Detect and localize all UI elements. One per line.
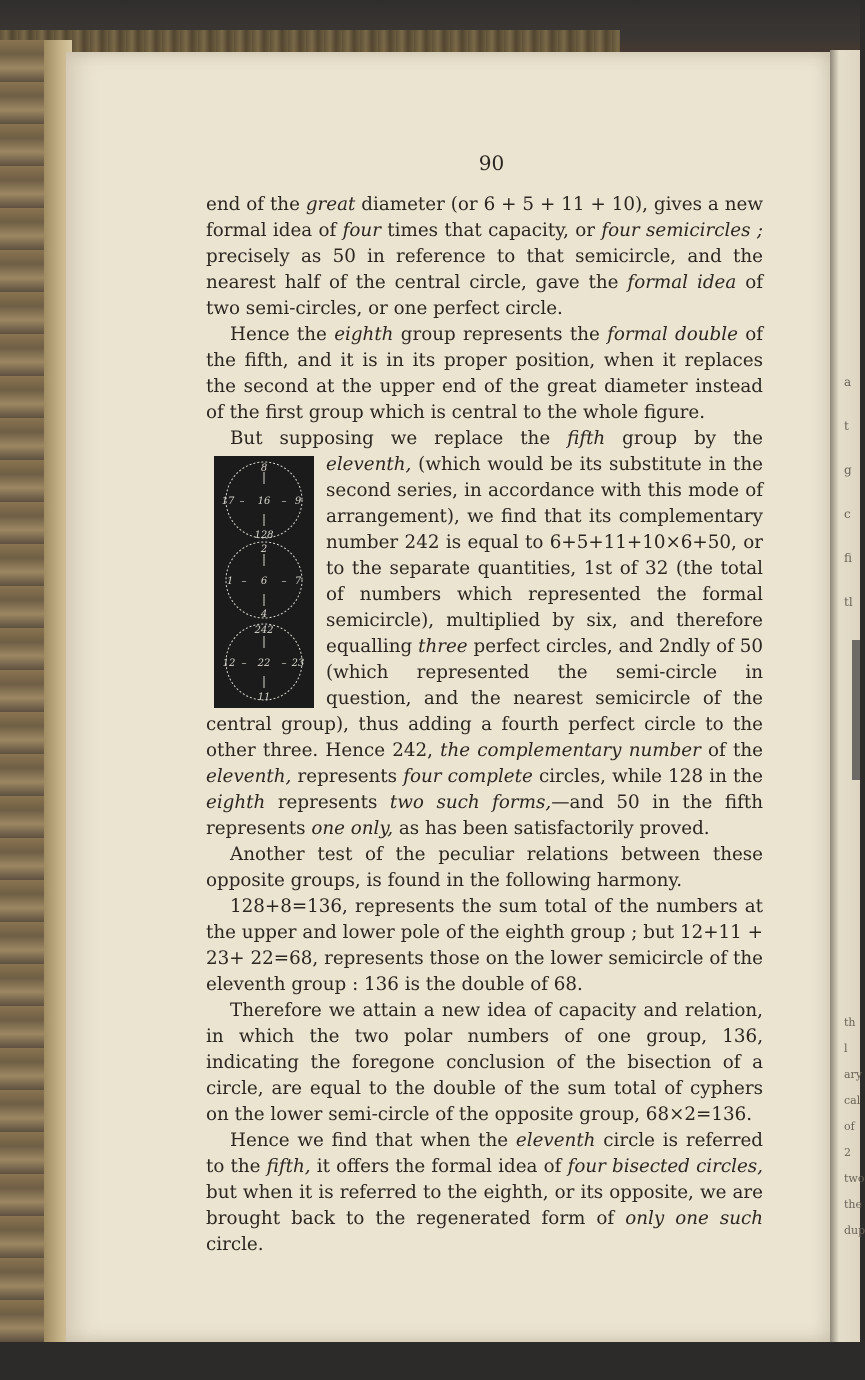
paragraph-1: end of the great diameter (or 6 + 5 + 11 + 10), gives a new formal idea of four times that capacity, or four semicircles ; precisely as 50 in reference to that semicircle, and the nearest half of the central circle, gave the formal idea of two semi-circles, or one perfect circle.	[206, 194, 764, 319]
circle-label: 8	[260, 463, 268, 474]
circle-label: 7	[294, 576, 302, 587]
emphasis: great	[305, 194, 356, 215]
emphasis: eleventh,	[206, 766, 292, 787]
emphasis: eighth	[206, 792, 266, 813]
emphasis: four	[342, 220, 381, 241]
dash-glyph: –	[241, 658, 247, 669]
page-text	[206, 150, 763, 1258]
fragment: dup	[844, 1224, 865, 1237]
emphasis: only one such	[625, 1208, 763, 1229]
emphasis: eighth	[334, 324, 394, 345]
fragment: ary	[844, 1068, 863, 1081]
circle-label: 16	[257, 496, 271, 507]
dash-glyph: –	[239, 496, 245, 507]
next-page-fragments-top	[844, 360, 860, 624]
emphasis: the complementary number	[440, 740, 701, 761]
emphasis: four bisected circles,	[567, 1156, 763, 1177]
fragment: the	[844, 1198, 863, 1211]
dash-glyph: –	[281, 658, 287, 669]
circle-group-eleventh	[223, 624, 305, 703]
emphasis: eleventh,	[326, 454, 412, 475]
circle-label: 17	[221, 496, 235, 507]
book-binding	[0, 40, 72, 1345]
fragment: c	[844, 507, 851, 521]
circle-group-fifth	[226, 542, 302, 620]
emphasis: one only,	[311, 818, 394, 839]
fragment: g	[844, 463, 852, 477]
emphasis: formal double	[607, 324, 738, 345]
fragment: 2	[844, 1146, 851, 1159]
fragment: of	[844, 1120, 855, 1133]
page-number: 90	[478, 151, 505, 175]
fragment: two	[844, 1172, 865, 1185]
fragment: a	[844, 375, 852, 389]
paragraph-3: But supposing we replace the fifth group by the eleventh, 8 17 16 9 128 – – 2 1 6 7 4 – – 242 12 22 23 11 – – (which would be its substitute in the second series, in accordance with this mode of arrangement), we find that its complementary number 242 is equal to 6+5+11+10×6+50, or to the separate quantities, 1st of 32 (the total of numbers which represented the formal semicircle), multiplied by six, and therefore equalling three perfect circles, and 2ndly of 50 (which represented the semi-circle in question, and the nearest semicircle of the central group), thus adding a fourth perfect circle to the other three. Hence 242, the complementary number of the eleventh, represents four complete circles, while 128 in the eighth represents two such forms,—and 50 in the fifth represents one only, as has been satisfactorily proved.	[206, 428, 764, 839]
fragment: l	[844, 1042, 848, 1055]
paragraph-7: Hence we find that when the eleventh circle is referred to the fifth, it offers the formal idea of four bisected circles, but when it is referred to the eighth, or its opposite, we are brought back to the regenerated form of only one such circle.	[206, 1130, 763, 1255]
circles-diagram	[214, 456, 314, 708]
emphasis: fifth	[567, 428, 606, 449]
book-bottom-edge	[0, 1342, 860, 1380]
emphasis: four complete	[403, 766, 533, 787]
dash-glyph: –	[241, 576, 247, 587]
emphasis: three	[418, 636, 468, 657]
dash-glyph: –	[281, 496, 287, 507]
next-page-fragments-bottom	[844, 1010, 865, 1244]
fragment: th	[844, 1016, 856, 1029]
circle-label: 9	[294, 496, 302, 507]
circle-label: 128	[254, 530, 274, 541]
paragraph-6: Therefore we attain a new idea of capacity and relation, in which the two polar numbers of one group, 136, indicating the foregone conclusion of the bisection of a circle, are equal to the double of the sum total of cyphers on the lower semi-circle of the opposite group, 68×2=136.	[206, 1000, 763, 1125]
emphasis: two such forms,	[389, 792, 552, 813]
fragment: t	[844, 419, 849, 433]
circle-label: 2	[260, 544, 268, 555]
fragment: tl	[844, 595, 853, 609]
emphasis: eleventh	[515, 1130, 596, 1151]
circle-label: 242	[254, 625, 274, 636]
emphasis: four semicircles ;	[601, 220, 763, 241]
fragment: fi	[844, 551, 853, 565]
fragment: cal	[844, 1094, 861, 1107]
circle-label: 4	[260, 609, 268, 620]
paragraph-2: Hence the eighth group represents the formal double of the fifth, and it is in its proper position, when it replaces the second at the upper end of the great diameter instead of the first group which is central to the whole figure.	[206, 324, 763, 423]
circle-label: 6	[260, 576, 268, 587]
paragraph-5: 128+8=136, represents the sum total of the numbers at the upper and lower pole of the eighth group ; but 12+11 + 23+ 22=68, represents those on the lower semicircle of the eleventh group : 136 is the double of 68.	[206, 896, 763, 995]
circle-label: 12	[222, 658, 236, 669]
dash-glyph: –	[281, 576, 287, 587]
circle-label: 23	[291, 658, 305, 669]
circle-label: 11	[257, 692, 271, 703]
paragraph-4: Another test of the peculiar relations between these opposite groups, is found in the following harmony.	[206, 844, 763, 891]
circle-group-eighth	[222, 462, 302, 541]
next-page-edge	[830, 50, 865, 1350]
circle-groups-figure	[214, 456, 314, 708]
emphasis: fifth,	[266, 1156, 311, 1177]
circle-label: 22	[257, 658, 271, 669]
next-page-illustration-strip	[852, 640, 860, 780]
emphasis: formal idea	[627, 272, 737, 293]
circle-label: 1	[226, 576, 234, 587]
